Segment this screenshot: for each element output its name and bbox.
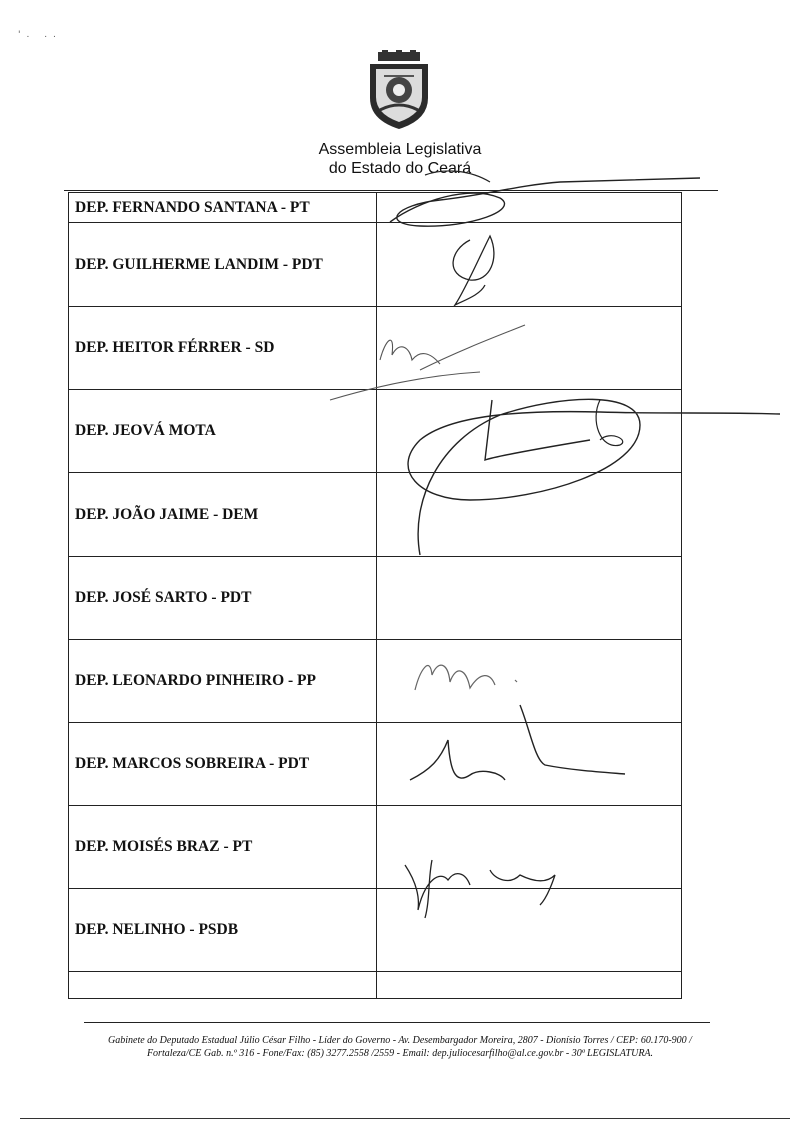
deputy-name: DEP. GUILHERME LANDIM - PDT (69, 223, 377, 307)
deputy-name: DEP. LEONARDO PINHEIRO - PP (69, 640, 377, 723)
signature-cell (377, 557, 682, 640)
deputy-name: DEP. JEOVÁ MOTA (69, 390, 377, 473)
office-footer (70, 1034, 730, 1060)
institution-name (260, 140, 540, 178)
signature-cell (377, 723, 682, 806)
signature-cell (377, 193, 682, 223)
table-row (69, 557, 682, 640)
deputy-name: DEP. MARCOS SOBREIRA - PDT (69, 723, 377, 806)
bottom-rule (20, 1118, 790, 1119)
table-row (69, 640, 682, 723)
institution-line-1: Assembleia Legislativa (318, 141, 482, 158)
table-row (69, 806, 682, 889)
deputy-name: DEP. HEITOR FÉRRER - SD (69, 307, 377, 390)
state-coat-of-arms-icon (364, 50, 434, 130)
signature-cell (377, 889, 682, 972)
signature-cell (377, 640, 682, 723)
deputy-name: DEP. NELINHO - PSDB (69, 889, 377, 972)
scan-marks: '. .. (18, 30, 62, 40)
table-row (69, 723, 682, 806)
top-rule (64, 190, 718, 191)
footer-rule (84, 1022, 710, 1023)
table-row (69, 390, 682, 473)
deputy-name: DEP. FERNANDO SANTANA - PT (69, 193, 377, 223)
table-row (69, 223, 682, 307)
deputy-name (69, 972, 377, 999)
attendance-table (68, 192, 682, 999)
table-row (69, 473, 682, 557)
signature-cell (377, 806, 682, 889)
table-row (69, 307, 682, 390)
table-row (69, 972, 682, 999)
deputy-name: DEP. MOISÉS BRAZ - PT (69, 806, 377, 889)
table-row (69, 193, 682, 223)
table-row (69, 889, 682, 972)
deputy-name: DEP. JOSÉ SARTO - PDT (69, 557, 377, 640)
institution-line-2: do Estado do Ceará (328, 160, 472, 177)
signature-cell (377, 473, 682, 557)
footer-line-1: Gabinete do Deputado Estadual Júlio César Filho - Líder do Governo - Av. Desembargador Moreira, 2807 - Dionísio Torres / CEP: 60.170-900 / (108, 1035, 692, 1046)
signature-cell (377, 223, 682, 307)
footer-line-2: Fortaleza/CE Gab. n.º 316 - Fone/Fax: (85) 3277.2558 /2559 - Email: dep.juliocesarfilho@al.ce.gov.br - 30ª LEGISLATURA. (146, 1048, 654, 1059)
signature-cell (377, 390, 682, 473)
deputy-name: DEP. JOÃO JAIME - DEM (69, 473, 377, 557)
signature-cell (377, 307, 682, 390)
signature-cell (377, 972, 682, 999)
